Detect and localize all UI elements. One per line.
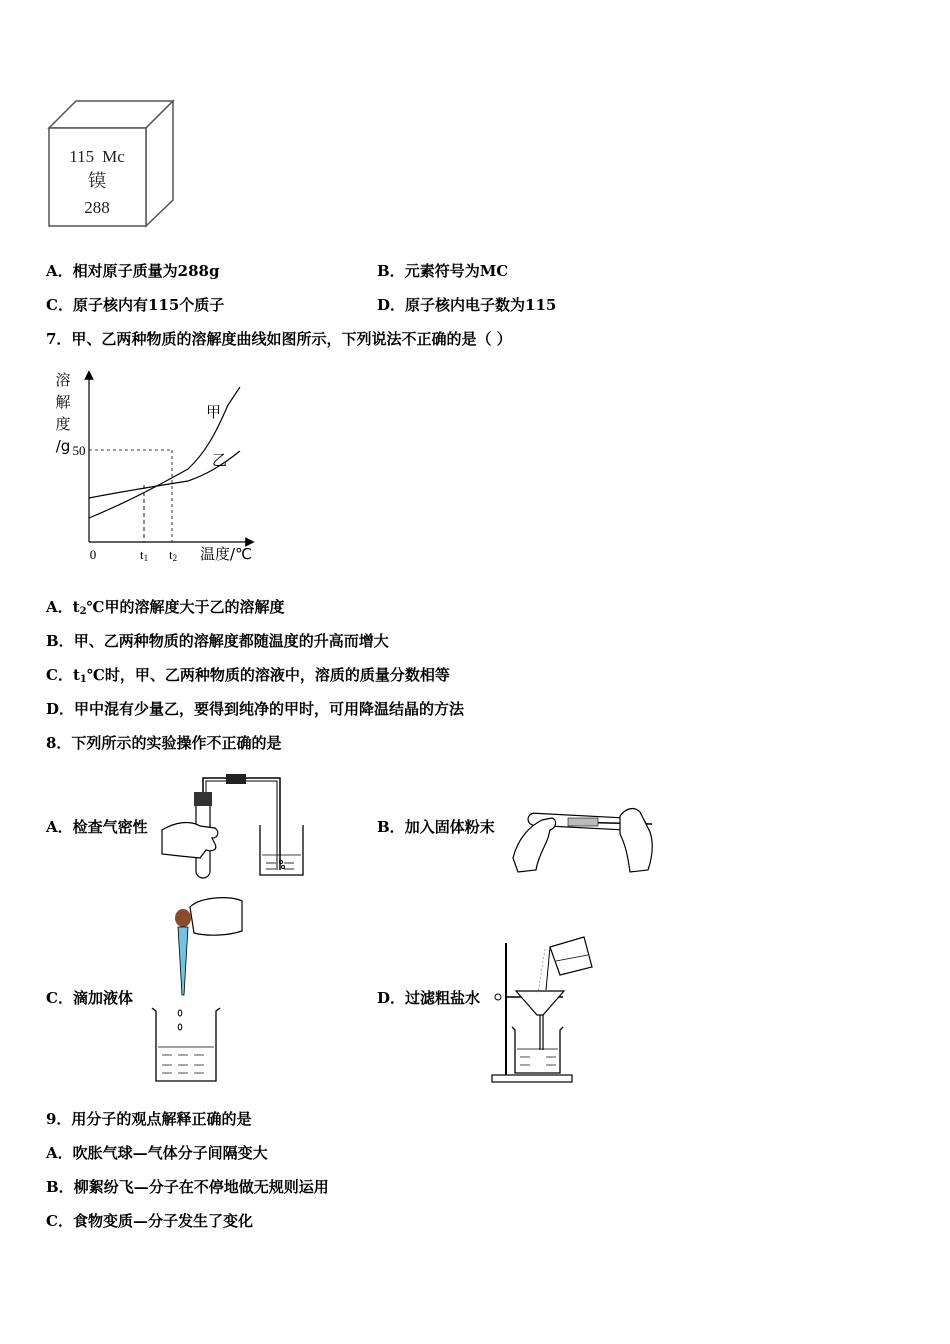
q6-option-c[interactable]: C．原子核内有115个质子 — [46, 296, 225, 314]
y-axis-label — [55, 371, 70, 455]
q7-stem: 7．甲、乙两种物质的溶解度曲线如图所示，下列说法不正确的是（ ） — [46, 330, 512, 348]
q9-option-a[interactable]: A．吹胀气球—气体分子间隔变大 — [46, 1144, 268, 1162]
q9-stem: 9．用分子的观点解释正确的是 — [46, 1110, 252, 1128]
y-label-char: 度 — [55, 415, 71, 433]
q7-option-d[interactable]: D．甲中混有少量乙，要得到纯净的甲时，可用降温结晶的方法 — [46, 700, 465, 718]
q8-option-d[interactable]: D．过滤粗盐水 — [377, 989, 481, 1007]
q9-option-b[interactable]: B．柳絮纷飞—分子在不停地做无规则运用 — [46, 1178, 329, 1196]
q6-option-b[interactable]: B．元素符号为MC — [377, 262, 509, 280]
q9-option-c[interactable]: C．食物变质—分子发生了变化 — [46, 1212, 253, 1230]
x-axis-label: 温度/℃ — [200, 545, 252, 563]
q6-option-a[interactable]: A．相对原子质量为288g — [46, 262, 220, 280]
element-card-name: 镆 — [88, 171, 106, 192]
element-card-number-symbol: 115 Mc — [69, 147, 125, 166]
q8-stem: 8．下列所示的实验操作不正确的是 — [46, 734, 282, 752]
q7-option-a[interactable]: A．$t_2℃$甲的溶解度大于乙的溶解度 — [46, 598, 285, 617]
y-label-char: /g — [55, 437, 71, 455]
add-liquid-dropper-illustration — [150, 895, 250, 1085]
airtightness-check-illustration — [160, 770, 310, 880]
q8-option-c[interactable]: C．滴加液体 — [46, 989, 133, 1007]
element-card-figure — [46, 98, 176, 228]
solubility-chart — [50, 365, 270, 575]
series-label: 甲 — [206, 403, 222, 421]
q7-option-c[interactable]: C．$t_1℃$时，甲、乙两种物质的溶液中，溶质的质量分数相等 — [46, 666, 450, 685]
series-label: 乙 — [212, 451, 228, 469]
element-card-mass: 288 — [84, 198, 110, 217]
filtration-illustration — [488, 935, 598, 1085]
y-label-char: 溶 — [55, 371, 71, 389]
q6-option-d[interactable]: D．原子核内电子数为115 — [377, 296, 557, 314]
origin-label: 0 — [89, 547, 97, 562]
q7-option-b[interactable]: B．甲、乙两种物质的溶解度都随温度的升高而增大 — [46, 632, 389, 650]
y-tick-50: 50 — [72, 443, 86, 458]
q8-option-a[interactable]: A．检查气密性 — [46, 818, 148, 836]
add-solid-powder-illustration — [508, 798, 658, 878]
x-tick-label: t1 — [140, 547, 149, 563]
x-tick-label: t2 — [169, 547, 178, 563]
q8-option-b[interactable]: B．加入固体粉末 — [377, 818, 495, 836]
y-label-char: 解 — [55, 393, 71, 411]
